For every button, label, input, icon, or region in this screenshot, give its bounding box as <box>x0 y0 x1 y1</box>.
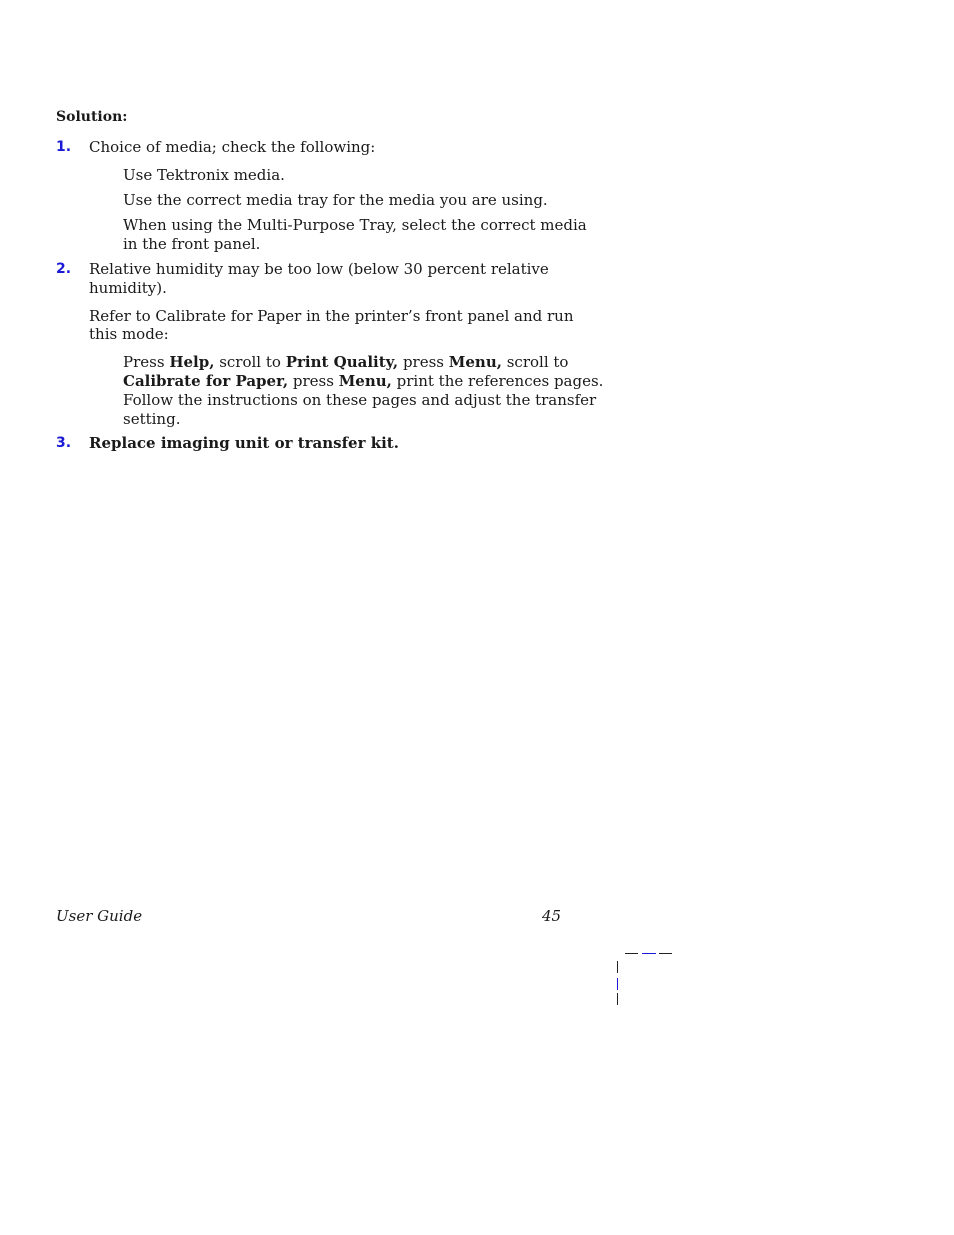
instruction-line-4: setting. <box>123 410 181 428</box>
nav-current-dash[interactable] <box>642 953 656 954</box>
instruction-line-2 <box>123 372 603 391</box>
instruction-line-1 <box>123 353 568 372</box>
step-2-followup-line-2: this mode: <box>89 325 169 343</box>
step-2-line-2: humidity). <box>89 279 167 297</box>
instruction-press: Press <box>123 353 170 371</box>
step-2-followup-line-1: Refer to Calibrate for Paper in the printer’s front panel and run <box>89 307 574 325</box>
footer-title: User Guide <box>56 907 143 925</box>
instruction-calibrate: Calibrate for Paper, <box>123 372 289 390</box>
instruction-scroll-to: scroll to <box>214 353 286 371</box>
step-3-text: Replace imaging unit or transfer kit. <box>89 434 399 452</box>
step-1-subitem-3-line-1: When using the Multi-Purpose Tray, select the correct media <box>123 216 587 234</box>
step-number-2[interactable]: 2. <box>56 261 72 277</box>
step-1-subitem-2: Use the correct media tray for the media you are using. <box>123 191 548 209</box>
nav-bar-3[interactable] <box>617 993 618 1005</box>
instruction-help: Help, <box>169 353 215 371</box>
solution-heading: Solution: <box>56 109 128 125</box>
step-number-3[interactable]: 3. <box>56 435 72 451</box>
page-number: 45 <box>542 907 562 925</box>
step-1-subitem-3-line-2: in the front panel. <box>123 235 261 253</box>
instruction-menu: Menu, <box>448 353 502 371</box>
instruction-print-refs: print the references pages. <box>391 372 604 390</box>
step-2-line-1: Relative humidity may be too low (below 30 percent relative <box>89 260 549 278</box>
instruction-line-3: Follow the instructions on these pages and adjust the transfer <box>123 391 597 409</box>
step-1-text: Choice of media; check the following: <box>89 138 376 156</box>
instruction-menu-2: Menu, <box>338 372 392 390</box>
instruction-press-2: press <box>398 353 449 371</box>
nav-bar-2[interactable] <box>617 978 618 990</box>
step-number-1[interactable]: 1. <box>56 139 72 155</box>
nav-first-dash[interactable] <box>625 953 638 954</box>
instruction-press-3: press <box>288 372 339 390</box>
instruction-print-quality: Print Quality, <box>285 353 399 371</box>
step-1-subitem-1: Use Tektronix media. <box>123 166 285 184</box>
instruction-scroll-to-2: scroll to <box>501 353 569 371</box>
page-nav-control[interactable] <box>614 950 674 1008</box>
nav-bar-1[interactable] <box>617 961 618 973</box>
nav-last-dash[interactable] <box>659 953 672 954</box>
